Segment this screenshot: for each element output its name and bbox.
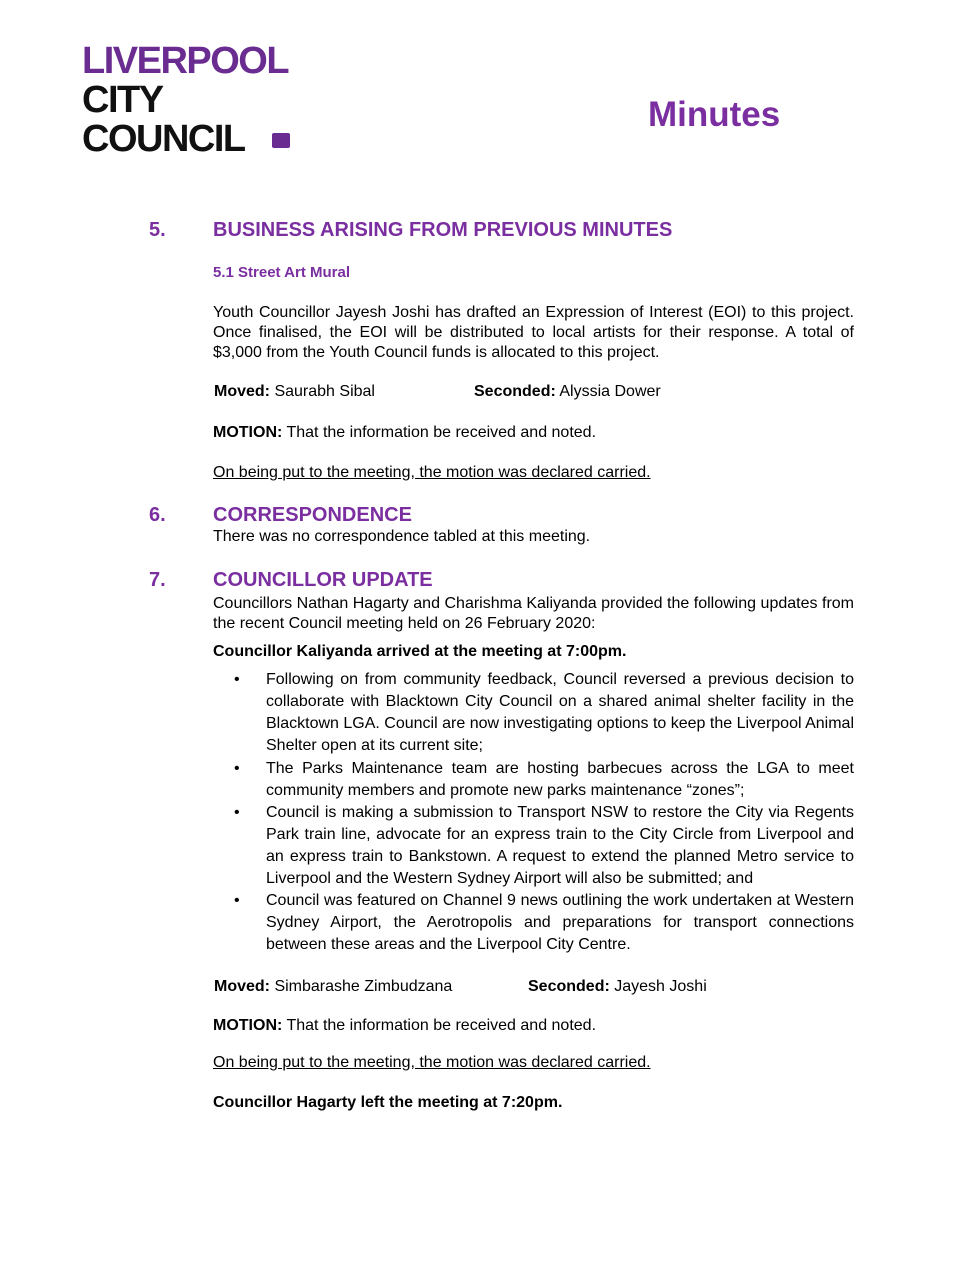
section-7-departure: Councillor Hagarty left the meeting at 7:20pm. <box>213 1094 563 1111</box>
moved-label: Moved: <box>214 383 270 400</box>
section-7-carried: On being put to the meeting, the motion was declared carried. <box>213 1054 651 1071</box>
section-5-moved <box>214 383 375 401</box>
section-7-moved <box>214 978 452 996</box>
motion-text: That the information be received and noted. <box>286 424 597 441</box>
section-5-seconded <box>474 383 661 401</box>
logo-mark-icon <box>272 133 290 148</box>
logo-line-city: CITY <box>82 79 163 121</box>
section-7-number: 7. <box>149 569 166 591</box>
seconded-label: Seconded: <box>528 978 610 995</box>
section-5-subtitle: 5.1 Street Art Mural <box>213 264 350 281</box>
moved-name: Simbarashe Zimbudzana <box>274 978 453 995</box>
section-5-carried: On being put to the meeting, the motion was declared carried. <box>213 464 651 481</box>
motion-label: MOTION: <box>213 424 283 441</box>
section-7-intro: Councillors Nathan Hagarty and Charishma Kaliyanda provided the following updates from the recent Council meeting held on 26 February 2020: <box>213 595 854 632</box>
bullet-dot: • <box>234 892 240 909</box>
seconded-label: Seconded: <box>474 383 556 400</box>
section-6-number: 6. <box>149 504 166 526</box>
section-7-arrival: Councillor Kaliyanda arrived at the meeting at 7:00pm. <box>213 643 627 660</box>
moved-label: Moved: <box>214 978 270 995</box>
seconded-name: Jayesh Joshi <box>614 978 707 995</box>
section-5-motion <box>213 424 596 442</box>
motion-label: MOTION: <box>213 1017 283 1034</box>
list-item: Council is making a submission to Transport NSW to restore the City via Regents Park train line, advocate for an express train to the City Circle from Liverpool and an express train to Bankstown. A request to extend the planned Metro service to Liverpool and the Western Sydney Airport will also be submitted; and <box>266 804 854 887</box>
section-7-seconded <box>528 978 707 996</box>
logo-line-liverpool: LIVERPOOL <box>82 40 289 82</box>
seconded-name: Alyssia Dower <box>559 383 661 400</box>
list-item: Council was featured on Channel 9 news outlining the work undertaken at Western Sydney Airport, the Aerotropolis and preparations for transport connections between these areas and the Liverpool City Centre. <box>266 892 854 953</box>
motion-text: That the information be received and noted. <box>286 1017 597 1034</box>
section-7-title: COUNCILLOR UPDATE <box>213 569 433 591</box>
moved-name: Saurabh Sibal <box>274 383 375 400</box>
bullet-dot: • <box>234 804 240 821</box>
bullet-dot: • <box>234 671 240 688</box>
section-5-title: BUSINESS ARISING FROM PREVIOUS MINUTES <box>213 219 673 241</box>
section-5-paragraph: Youth Councillor Jayesh Joshi has drafted an Expression of Interest (EOI) to this project. Once finalised, the EOI will be distributed to local artists for their response. A total of $3,000 from the Youth Council funds is allocated to this project. <box>213 304 854 361</box>
section-7-motion <box>213 1017 596 1035</box>
list-item: Following on from community feedback, Council reversed a previous decision to collaborate with Blacktown City Council on a shared animal shelter facility in the Blacktown LGA. Council are now investigating options to keep the Liverpool Animal Shelter open at its current site; <box>266 671 854 754</box>
list-item: The Parks Maintenance team are hosting barbecues across the LGA to meet community members and promote new parks maintenance “zones”; <box>266 760 854 799</box>
logo-line-council: COUNCIL <box>82 118 245 160</box>
section-6-title: CORRESPONDENCE <box>213 504 412 526</box>
section-5-number: 5. <box>149 219 166 241</box>
document-title: Minutes <box>648 95 781 134</box>
bullet-dot: • <box>234 760 240 777</box>
section-6-text: There was no correspondence tabled at this meeting. <box>213 528 591 545</box>
council-logo <box>82 42 288 158</box>
